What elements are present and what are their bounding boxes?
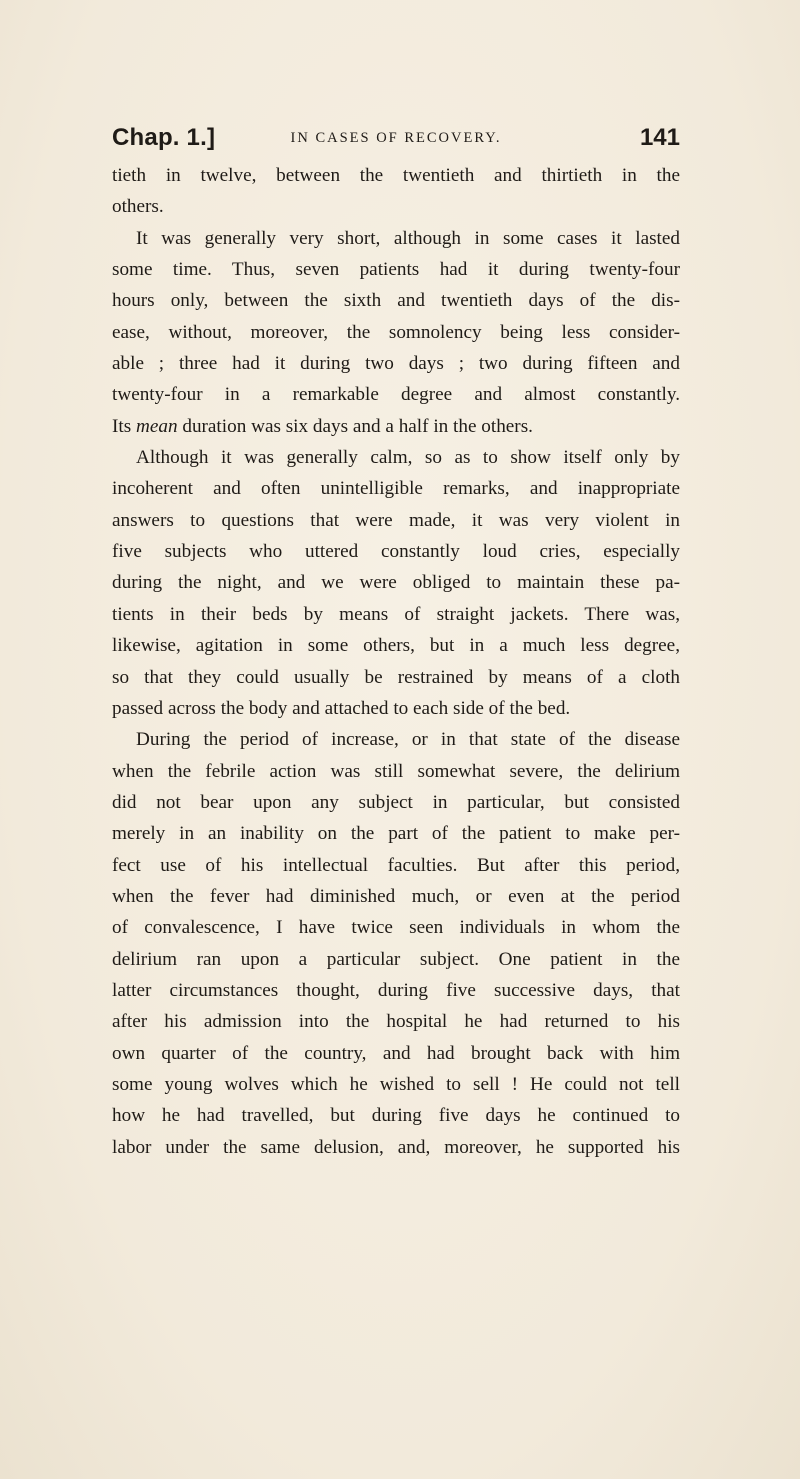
text-line: labor under the same delusion, and, moreover, he supported his	[112, 1136, 680, 1158]
paragraph	[112, 442, 680, 724]
text-line: when the fever had diminished much, or even at the period	[112, 885, 680, 907]
text-line: when the febrile action was still somewhat severe, the delirium	[112, 760, 680, 782]
text-line: merely in an inability on the part of the patient to make per-	[112, 823, 680, 845]
text-line: tients in their beds by means of straight jackets. There was,	[112, 603, 680, 625]
text-line: It was generally very short, although in some cases it lasted	[136, 227, 680, 249]
text-line: ease, without, moreover, the somnolency being less consider-	[112, 321, 680, 343]
text-line: fect use of his intellectual faculties. But after this period,	[112, 854, 680, 876]
text-line: five subjects who uttered constantly loud cries, especially	[112, 541, 680, 563]
text-line: Although it was generally calm, so as to show itself only by	[136, 447, 680, 469]
text-line: some young wolves which he wished to sell ! He could not tell	[112, 1073, 680, 1095]
text-line: own quarter of the country, and had brought back with him	[112, 1042, 680, 1064]
text-line: incoherent and often unintelligible remarks, and inappropriate	[112, 478, 680, 500]
text-line: during the night, and we were obliged to maintain these pa-	[112, 572, 680, 594]
text-line: During the period of increase, or in that state of the disease	[136, 729, 680, 751]
text-line: after his admission into the hospital he had returned to his	[112, 1011, 680, 1033]
text-line: some time. Thus, seven patients had it during twenty-four	[112, 259, 680, 281]
text-line: so that they could usually be restrained by means of a cloth	[112, 666, 680, 688]
paragraph	[112, 160, 680, 223]
text-line: likewise, agitation in some others, but in a much less degree,	[112, 635, 680, 657]
text-line: tieth in twelve, between the twentieth and thirtieth in the	[112, 165, 680, 186]
running-header	[112, 124, 680, 156]
running-title: IN CASES OF RECOVERY.	[290, 130, 502, 146]
paragraph	[112, 724, 680, 1163]
body-text	[112, 160, 680, 1163]
text-line: delirium ran upon a particular subject. One patient in the	[112, 948, 680, 970]
text-line: others.	[112, 196, 164, 218]
text-line: answers to questions that were made, it was very violent in	[112, 509, 680, 531]
text-line: twenty-four in a remarkable degree and almost constantly.	[112, 384, 680, 406]
text-line: able ; three had it during two days ; two during fifteen and	[112, 353, 680, 375]
chapter-label: Chap. 1.]	[112, 124, 216, 151]
text-line: Its mean duration was six days and a half in the others.	[112, 415, 533, 437]
paragraph	[112, 223, 680, 442]
text-line: of convalescence, I have twice seen individuals in whom the	[112, 917, 680, 939]
emphasis: mean	[135, 415, 178, 437]
page-number: 141	[639, 124, 680, 151]
text-line: passed across the body and attached to each side of the bed.	[112, 697, 571, 719]
text-line: did not bear upon any subject in particular, but consisted	[112, 791, 680, 813]
text-line: hours only, between the sixth and twentieth days of the dis-	[112, 290, 680, 312]
text-line: how he had travelled, but during five days he continued to	[112, 1105, 680, 1127]
text-line: latter circumstances thought, during five successive days, that	[112, 979, 680, 1001]
